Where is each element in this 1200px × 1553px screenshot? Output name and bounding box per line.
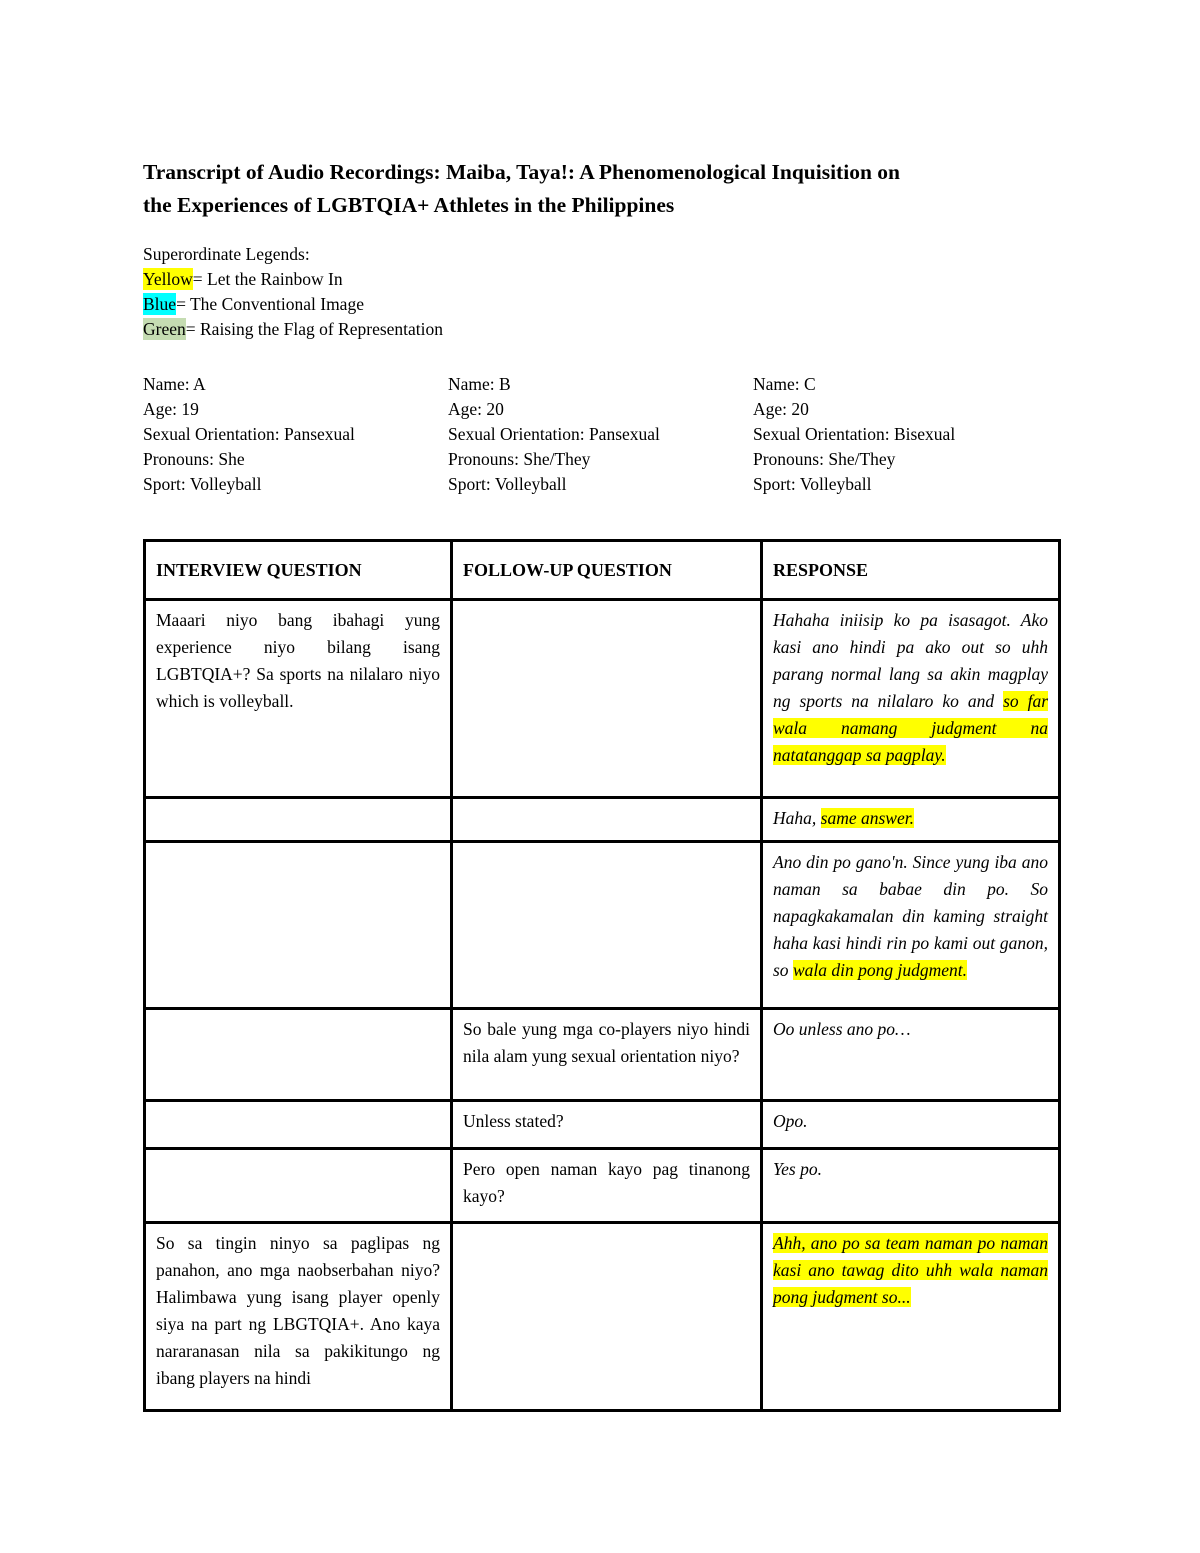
participant-sport: Sport: Volleyball <box>448 474 567 494</box>
response-cell <box>762 1009 1060 1101</box>
legend-meaning: = Let the Rainbow In <box>192 269 343 289</box>
follow-up-question-cell: Pero open naman kayo pag tinanong kayo? <box>452 1149 762 1223</box>
response-cell <box>762 842 1060 1009</box>
participant-sport: Sport: Volleyball <box>753 474 872 494</box>
legend-heading: Superordinate Legends: <box>143 244 310 264</box>
response-text: Haha, <box>773 808 821 828</box>
column-header-interview-question: INTERVIEW QUESTION <box>145 541 452 600</box>
participant-card-1 <box>143 372 448 497</box>
participant-card-2 <box>448 372 753 497</box>
interview-question-cell <box>145 1101 452 1149</box>
interview-question-cell <box>145 1009 452 1101</box>
follow-up-question-cell: Unless stated? <box>452 1101 762 1149</box>
response-text: Hahaha iniisip ko pa isasagot. Ako kasi ano hindi pa ako out so uhh parang normal lang sa akin magplay ng sports na nilalaro ko and <box>773 610 1048 711</box>
table-row <box>145 600 1060 798</box>
follow-up-question-cell: So bale yung mga co-players niyo hindi nila alam yung sexual orientation niyo? <box>452 1009 762 1101</box>
participant-pronouns: Pronouns: She/They <box>448 449 591 469</box>
document-title-line1: Transcript of Audio Recordings: Maiba, Taya!: A Phenomenological Inquisition on <box>143 160 900 184</box>
table-row <box>145 842 1060 1009</box>
table-row <box>145 1009 1060 1101</box>
response-text: Opo. <box>773 1111 808 1131</box>
participant-orientation: Sexual Orientation: Pansexual <box>143 424 355 444</box>
response-cell <box>762 1149 1060 1223</box>
response-text: Yes po. <box>773 1159 822 1179</box>
interview-question-cell <box>145 798 452 842</box>
document-title-line2: the Experiences of LGBTQIA+ Athletes in the Philippines <box>143 193 675 217</box>
column-header-response: RESPONSE <box>762 541 1060 600</box>
follow-up-question-cell <box>452 600 762 798</box>
participant-name: Name: C <box>753 374 816 394</box>
interview-question-cell <box>145 1149 452 1223</box>
legend-meaning: = The Conventional Image <box>176 294 364 314</box>
legend-list <box>143 267 1058 342</box>
response-cell <box>762 600 1060 798</box>
response-text: Ano din po gano'n. Since yung iba ano naman sa babae din po. So napagkakamalan din kaming straight haha kasi hindi rin po kami out ganon, so <box>773 852 1048 980</box>
participants-section <box>143 372 1058 497</box>
document-title <box>143 156 1058 222</box>
response-cell <box>762 1101 1060 1149</box>
participant-card-3 <box>753 372 1058 497</box>
legend-item-blue <box>143 292 1058 317</box>
participant-age: Age: 19 <box>143 399 199 419</box>
yellow-highlight-swatch: Yellow <box>143 269 193 289</box>
follow-up-question-cell <box>452 1223 762 1411</box>
participant-orientation: Sexual Orientation: Bisexual <box>753 424 956 444</box>
interview-question-cell: So sa tingin ninyo sa paglipas ng panahon, ano mga naobserbahan niyo? Halimbawa yung isang player openly siya na part ng LBGTQIA+. Ano kaya nararanasan nila sa pakikitungo ng ibang players na hindi <box>145 1223 452 1411</box>
blue-highlight-swatch: Blue <box>143 294 177 314</box>
interview-question-cell: Maaari niyo bang ibahagi yung experience niyo bilang isang LGBTQIA+? Sa sports na nilalaro niyo which is volleyball. <box>145 600 452 798</box>
participant-pronouns: Pronouns: She/They <box>753 449 896 469</box>
legend-item-green <box>143 317 1058 342</box>
legend-meaning: = Raising the Flag of Representation <box>185 319 444 339</box>
response-highlighted-text: same answer. <box>820 808 914 828</box>
response-highlighted-text: so far wala namang judgment na natatanggap sa pagplay. <box>773 691 1049 765</box>
document-page <box>143 156 1058 1412</box>
green-highlight-swatch: Green <box>143 319 186 339</box>
participant-name: Name: A <box>143 374 206 394</box>
response-cell <box>762 1223 1060 1411</box>
follow-up-question-cell <box>452 798 762 842</box>
interview-question-cell <box>145 842 452 1009</box>
participant-pronouns: Pronouns: She <box>143 449 245 469</box>
response-highlighted-text: wala din pong judgment. <box>792 960 967 980</box>
participant-sport: Sport: Volleyball <box>143 474 262 494</box>
response-highlighted-text: Ahh, ano po sa team naman po naman kasi ano tawag dito uhh wala naman pong judgment so... <box>773 1233 1048 1307</box>
table-row <box>145 798 1060 842</box>
participant-name: Name: B <box>448 374 511 394</box>
interview-table <box>143 539 1061 1412</box>
response-cell <box>762 798 1060 842</box>
table-row <box>145 1149 1060 1223</box>
table-header-row <box>145 541 1060 600</box>
legend-item-yellow <box>143 267 1058 292</box>
table-row <box>145 1223 1060 1411</box>
column-header-follow-up-question: FOLLOW-UP QUESTION <box>452 541 762 600</box>
participant-age: Age: 20 <box>753 399 809 419</box>
participant-age: Age: 20 <box>448 399 504 419</box>
response-text: Oo unless ano po… <box>773 1019 911 1039</box>
table-row <box>145 1101 1060 1149</box>
follow-up-question-cell <box>452 842 762 1009</box>
participant-orientation: Sexual Orientation: Pansexual <box>448 424 660 444</box>
